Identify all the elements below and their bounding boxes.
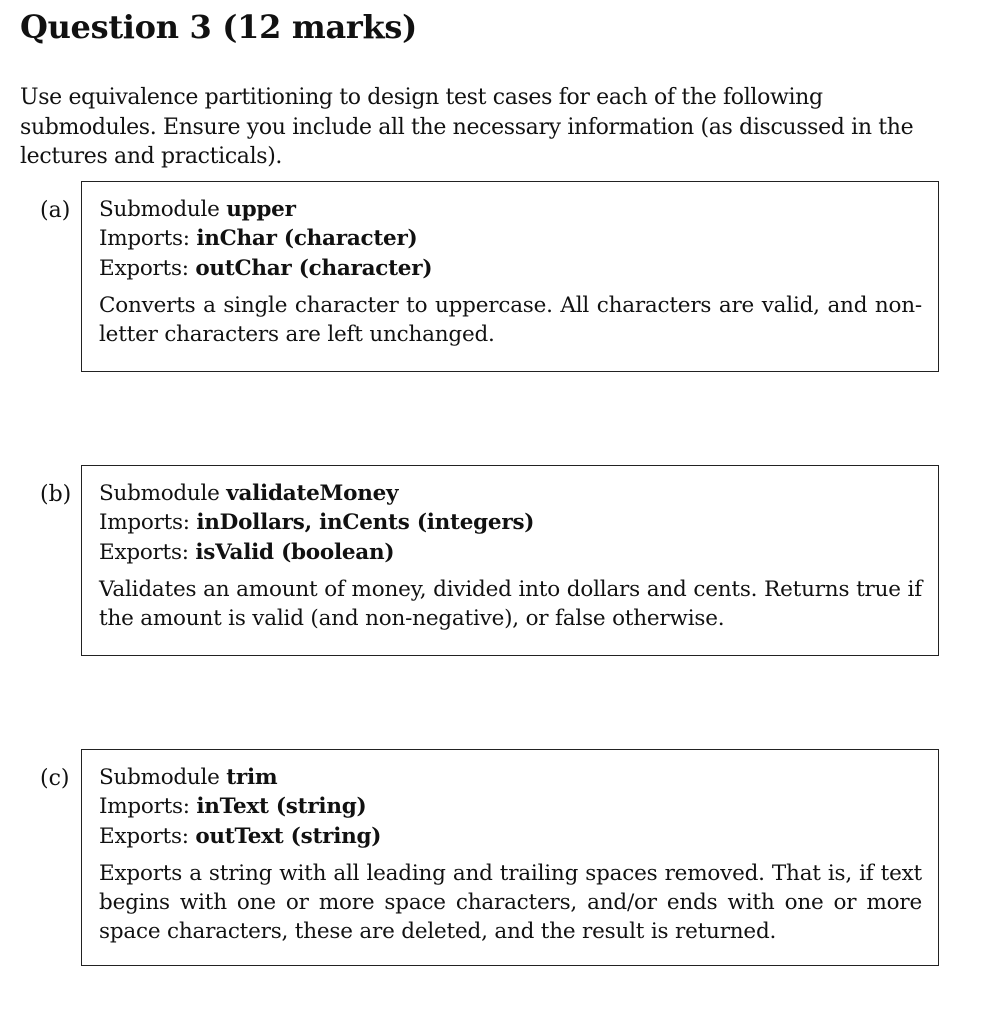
question-title: Question 3 (12 marks) bbox=[20, 8, 417, 46]
part-c-submodule-line: Submodule trim bbox=[99, 765, 278, 790]
part-c-box bbox=[81, 749, 939, 966]
part-c-description: Exports a string with all leading and trailing spaces removed. That is, if text begins with one or more space characters, and/or ends with one or more space characters, these are deleted, and the result is returned. bbox=[99, 860, 922, 945]
part-c-imports-line: Imports: inText (string) bbox=[99, 794, 367, 820]
part-c-imports-value: inText (string) bbox=[196, 794, 367, 820]
part-a-submodule-line: Submodule upper bbox=[99, 197, 296, 222]
part-a-label: (a) bbox=[40, 198, 71, 223]
part-a-submodule-name: upper bbox=[226, 197, 296, 222]
part-b-submodule-name: validateMoney bbox=[226, 481, 399, 506]
part-c-exports-line: Exports: outText (string) bbox=[99, 823, 382, 849]
part-b-box bbox=[81, 465, 939, 656]
part-c-submodule-name: trim bbox=[226, 765, 278, 790]
question-intro: Use equivalence partitioning to design test cases for each of the following submodules. Ensure you include all the necessary information (as discussed in the lectures and practicals). bbox=[20, 85, 914, 169]
part-a-box bbox=[81, 181, 939, 372]
part-a-imports-value: inChar (character) bbox=[196, 226, 418, 252]
part-b-imports-line: Imports: inDollars, inCents (integers) bbox=[99, 510, 535, 536]
part-b-submodule-line: Submodule validateMoney bbox=[99, 481, 399, 506]
part-b-imports-value: inDollars, inCents (integers) bbox=[196, 510, 535, 536]
part-c-label: (c) bbox=[40, 766, 70, 791]
part-b-exports-line: Exports: isValid (boolean) bbox=[99, 539, 395, 565]
part-a-exports-line: Exports: outChar (character) bbox=[99, 255, 433, 281]
part-b-description: Validates an amount of money, divided into dollars and cents. Returns true if the amount is valid (and non-negative), or false otherwise. bbox=[99, 576, 922, 632]
part-c-exports-value: outText (string) bbox=[195, 823, 382, 849]
part-a-imports-line: Imports: inChar (character) bbox=[99, 226, 418, 252]
part-a-description: Converts a single character to uppercase. All characters are valid, and non-letter characters are left unchanged. bbox=[99, 292, 922, 348]
part-b-exports-value: isValid (boolean) bbox=[195, 539, 395, 565]
part-b-label: (b) bbox=[40, 482, 72, 507]
part-a-exports-value: outChar (character) bbox=[195, 255, 433, 281]
